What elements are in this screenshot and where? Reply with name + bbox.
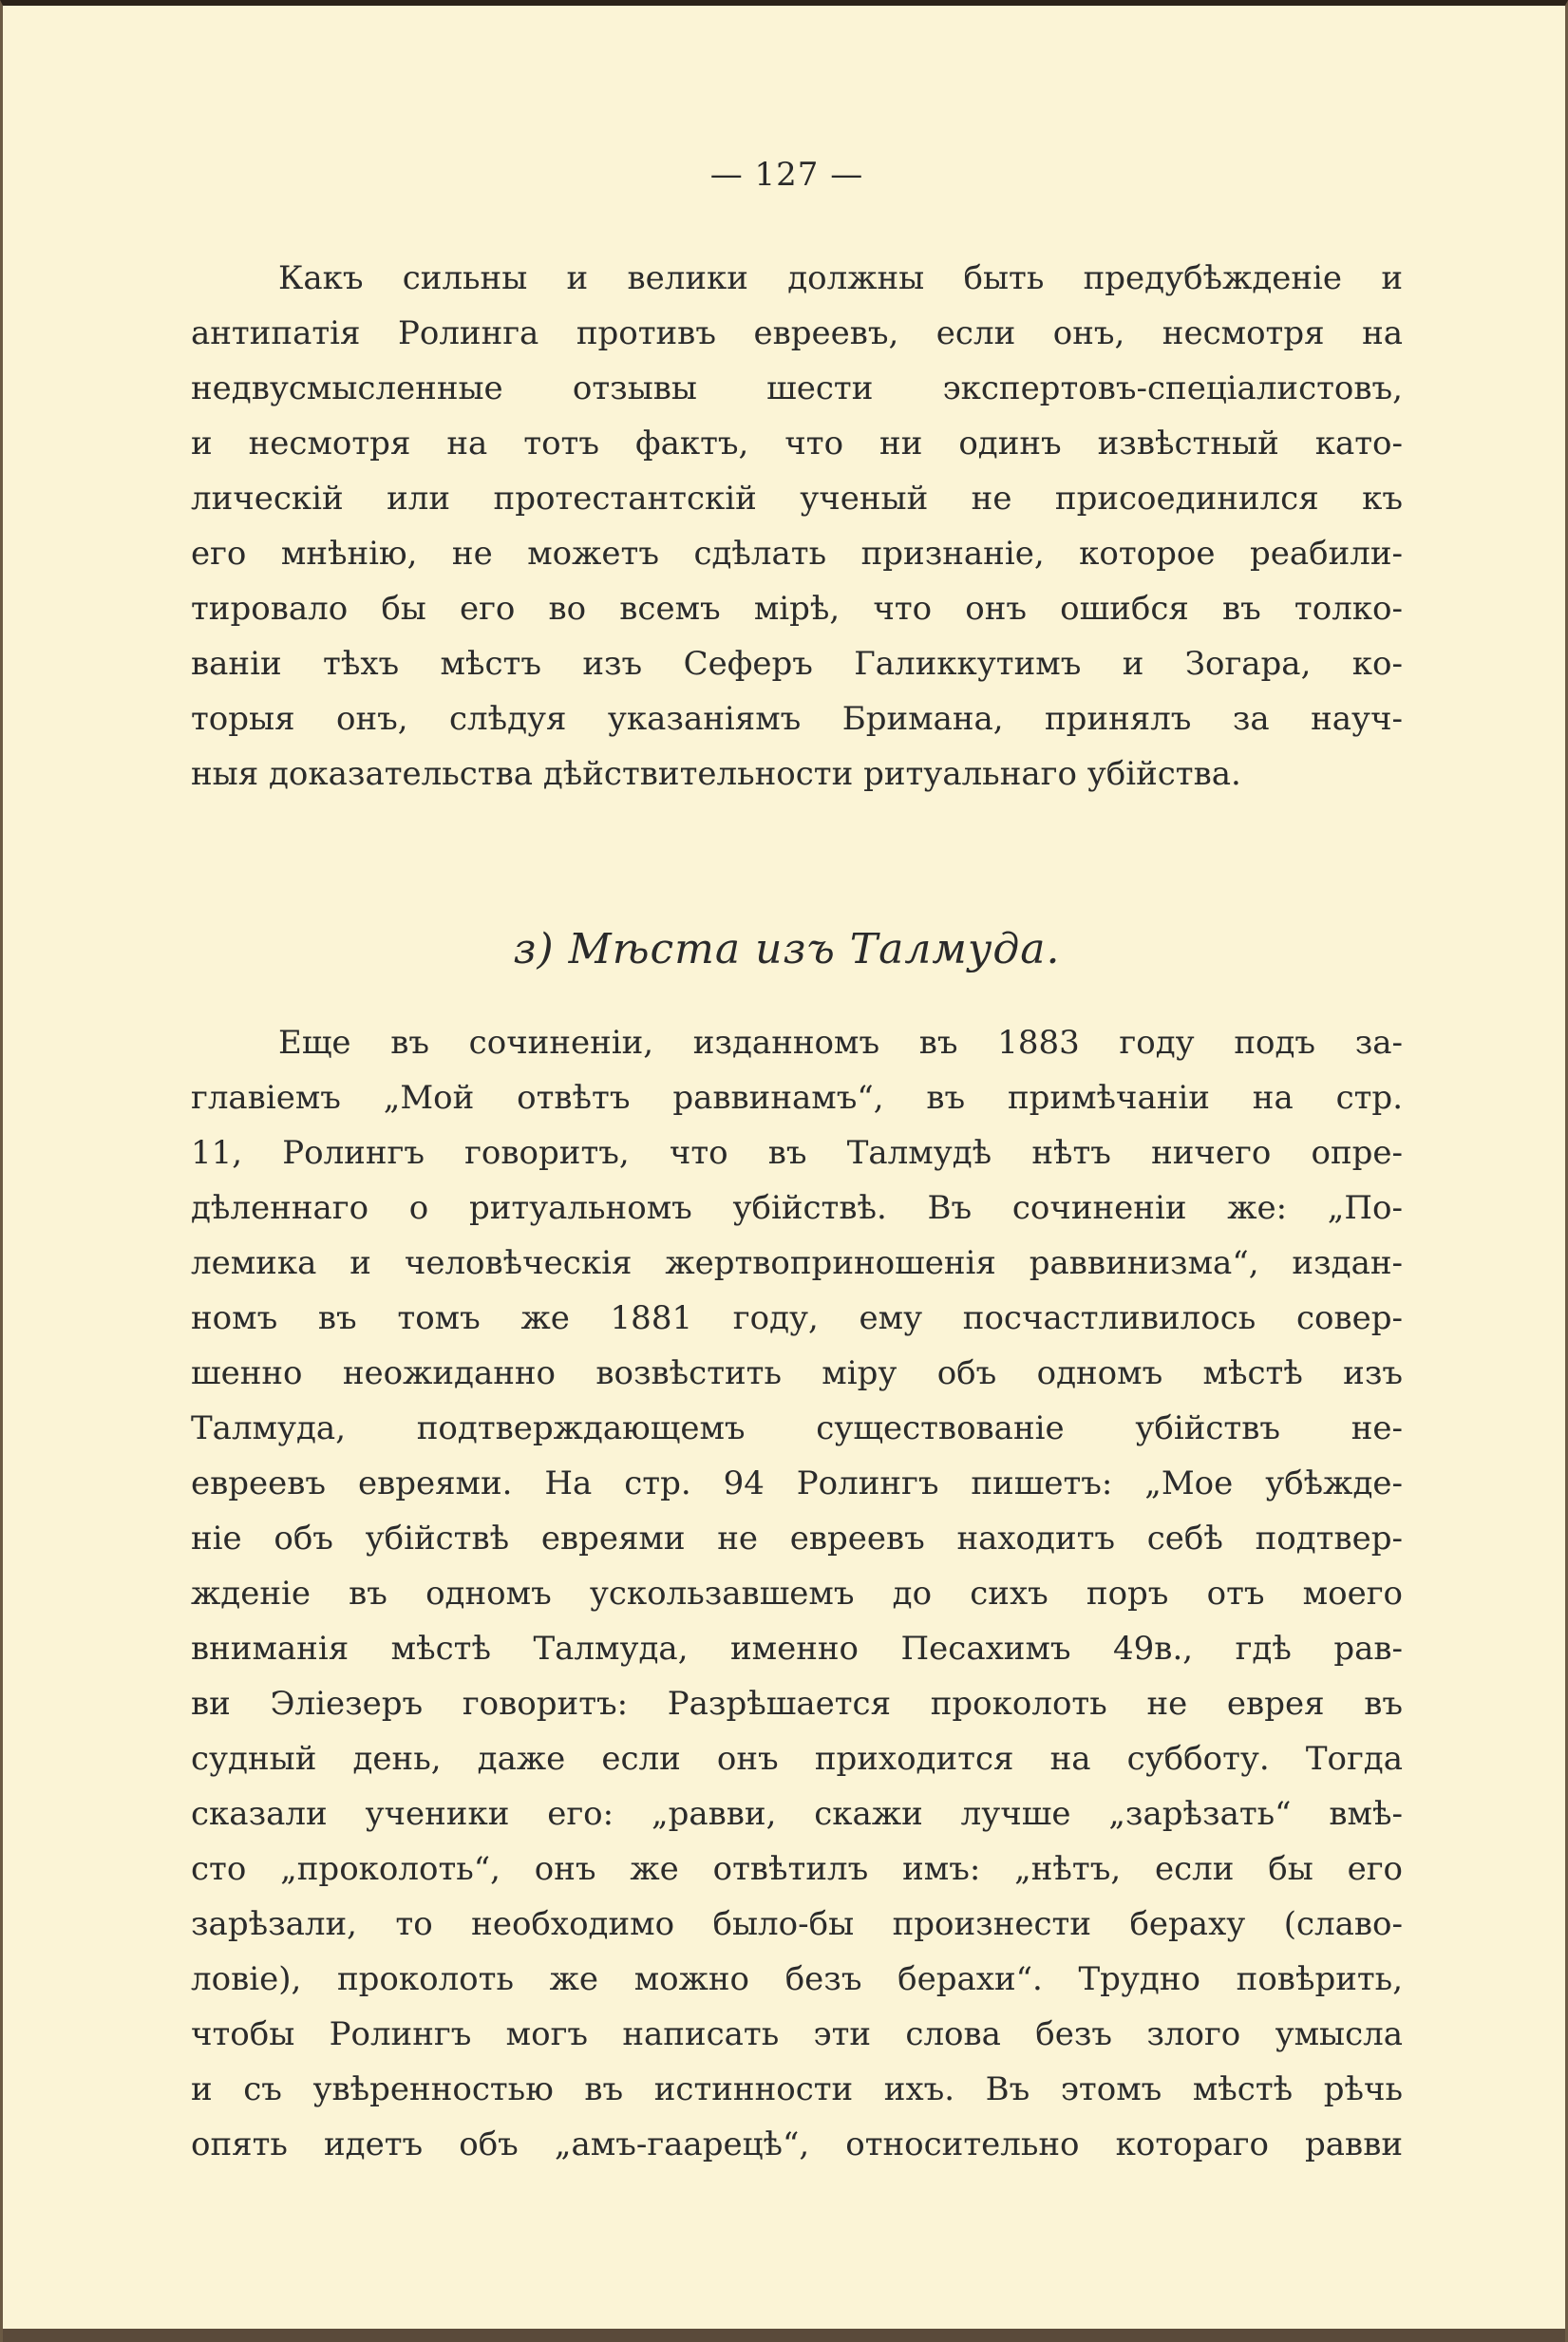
paragraph-1 bbox=[191, 251, 1403, 802]
text-line: судный день, даже если онъ приходится на субботу. Тогда bbox=[191, 1740, 1403, 1778]
text-line: сто „проколоть“, онъ же отвѣтилъ имъ: „нѣтъ, если бы его bbox=[191, 1850, 1403, 1888]
text-line: сказали ученики его: „равви, скажи лучше „зарѣзать“ вмѣ- bbox=[191, 1795, 1403, 1833]
text-line: зарѣзали, то необходимо было-бы произнести бераху (славо- bbox=[191, 1905, 1403, 1943]
text-line: ваніи тѣхъ мѣстъ изъ Сеферъ Галиккутимъ и Зогара, ко- bbox=[191, 645, 1403, 683]
text-line: шенно неожиданно возвѣстить міру объ одномъ мѣстѣ изъ bbox=[191, 1354, 1403, 1392]
text-line: лемика и человѣческія жертвоприношенія раввинизма“, издан- bbox=[191, 1244, 1403, 1282]
text-line: дѣленнаго о ритуальномъ убійствѣ. Въ сочиненіи же: „По- bbox=[191, 1189, 1403, 1227]
text-line: торыя онъ, слѣдуя указаніямъ Бримана, принялъ за науч- bbox=[191, 700, 1403, 738]
text-line: Какъ сильны и велики должны быть предубѣжденіе и bbox=[278, 259, 1403, 297]
text-line: лическій или протестантскій ученый не присоединился къ bbox=[191, 480, 1403, 518]
section-heading: з) Мѣста изъ Талмуда. bbox=[513, 925, 1061, 973]
text-line: опять идетъ объ „амъ-гаарецѣ“, относительно котораго равви bbox=[191, 2125, 1403, 2163]
text-line: тировало бы его во всемъ мірѣ, что онъ ошибся въ толко- bbox=[191, 590, 1403, 628]
text-line: и съ увѣренностью въ истинности ихъ. Въ этомъ мѣстѣ рѣчь bbox=[191, 2070, 1403, 2108]
text-line: ви Эліезеръ говоритъ: Разрѣшается проколоть не еврея въ bbox=[191, 1685, 1403, 1723]
page-bottom-edge bbox=[3, 2329, 1565, 2342]
paragraph-2 bbox=[191, 1015, 1403, 2172]
text-line: чтобы Ролингъ могъ написать эти слова безъ злого умысла bbox=[191, 2015, 1403, 2053]
text-line: главіемъ „Мой отвѣтъ раввинамъ“, въ примѣчаніи на стр. bbox=[191, 1079, 1403, 1117]
text-line: недвусмысленные отзывы шести экспертовъ-спеціалистовъ, bbox=[191, 369, 1403, 407]
text-line: 11, Ролингъ говоритъ, что въ Талмудѣ нѣтъ ничего опре- bbox=[191, 1134, 1403, 1172]
text-line: его мнѣнію, не можетъ сдѣлать признаніе, которое реабили- bbox=[191, 535, 1403, 573]
text-line: антипатія Ролинга противъ евреевъ, если онъ, несмотря на bbox=[191, 314, 1403, 352]
page-number: — 127 — bbox=[709, 156, 864, 194]
text-line: евреевъ евреями. На стр. 94 Ролингъ пишетъ: „Мое убѣжде- bbox=[191, 1464, 1403, 1502]
text-line: Еще въ сочиненіи, изданномъ въ 1883 году подъ за- bbox=[278, 1024, 1403, 1062]
text-line: ніе объ убійствѣ евреями не евреевъ находитъ себѣ подтвер- bbox=[191, 1520, 1403, 1558]
text-line: и несмотря на тотъ фактъ, что ни одинъ извѣстный като- bbox=[191, 425, 1403, 463]
text-line: номъ въ томъ же 1881 году, ему посчастливилось совер- bbox=[191, 1299, 1403, 1337]
text-line: ныя доказательства дѣйствительности ритуальнаго убійства. bbox=[191, 755, 1241, 793]
text-line: Талмуда, подтверждающемъ существованіе убійствъ не- bbox=[191, 1409, 1403, 1447]
text-line: вниманія мѣстѣ Талмуда, именно Песахимъ 49в., гдѣ рав- bbox=[191, 1630, 1403, 1668]
text-line: ловіе), проколоть же можно безъ берахи“. Трудно повѣрить, bbox=[191, 1960, 1403, 1998]
text-line: жденіе въ одномъ ускользавшемъ до сихъ поръ отъ моего bbox=[191, 1575, 1403, 1613]
